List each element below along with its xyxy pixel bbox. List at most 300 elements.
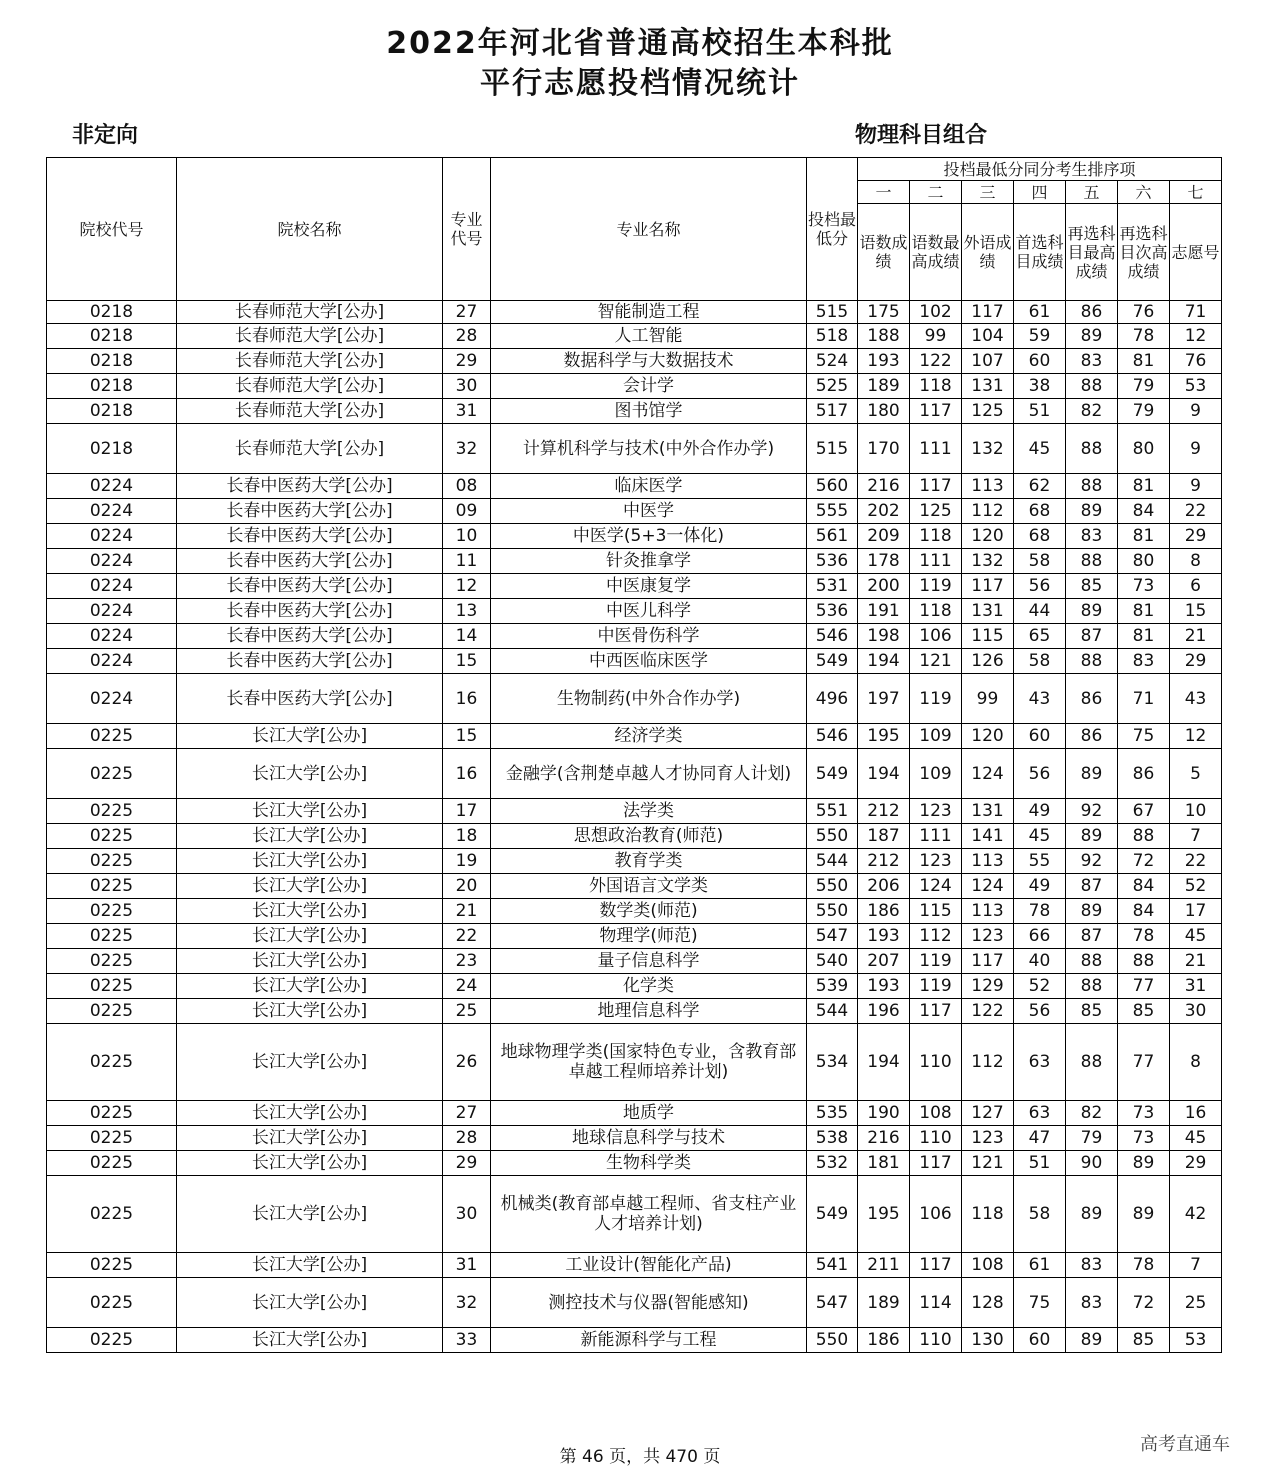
cell-score-first-subject: 49 (1014, 874, 1066, 899)
table-row (47, 524, 1222, 549)
cell-major-code: 32 (443, 1278, 491, 1328)
cell-score-yushu: 212 (858, 849, 910, 874)
cell-min-score: 547 (807, 924, 858, 949)
cell-score-second-next: 71 (1118, 674, 1170, 724)
cell-score-first-subject: 45 (1014, 424, 1066, 474)
table-row (47, 624, 1222, 649)
cell-score-second-max: 89 (1066, 599, 1118, 624)
cell-score-yushu-max: 115 (910, 899, 962, 924)
cell-score-second-next: 86 (1118, 749, 1170, 799)
cell-score-yushu: 195 (858, 724, 910, 749)
cell-score-second-max: 89 (1066, 499, 1118, 524)
cell-score-yushu-max: 119 (910, 949, 962, 974)
cell-score-second-next: 89 (1118, 1176, 1170, 1253)
cell-wish-number: 21 (1170, 624, 1222, 649)
cell-score-foreign: 122 (962, 999, 1014, 1024)
cell-min-score: 535 (807, 1101, 858, 1126)
cell-wish-number: 30 (1170, 999, 1222, 1024)
cell-wish-number: 22 (1170, 499, 1222, 524)
cell-score-second-max: 90 (1066, 1151, 1118, 1176)
cell-school-name: 长江大学[公办] (177, 924, 443, 949)
cell-score-first-subject: 75 (1014, 1278, 1066, 1328)
cell-wish-number: 6 (1170, 574, 1222, 599)
header-sub-3: 外语成绩 (962, 204, 1014, 301)
cell-min-score: 550 (807, 899, 858, 924)
cell-score-yushu: 187 (858, 824, 910, 849)
cell-score-yushu: 189 (858, 1278, 910, 1328)
cell-major-name: 地质学 (491, 1101, 807, 1126)
cell-score-first-subject: 78 (1014, 899, 1066, 924)
cell-score-yushu-max: 109 (910, 749, 962, 799)
cell-school-code: 0225 (47, 1328, 177, 1353)
cell-score-yushu-max: 111 (910, 424, 962, 474)
cell-school-name: 长江大学[公办] (177, 974, 443, 999)
cell-score-first-subject: 62 (1014, 474, 1066, 499)
cell-min-score: 531 (807, 574, 858, 599)
cell-major-code: 23 (443, 949, 491, 974)
cell-score-second-next: 84 (1118, 499, 1170, 524)
cell-score-yushu-max: 119 (910, 674, 962, 724)
cell-major-name: 人工智能 (491, 324, 807, 349)
cell-score-second-next: 83 (1118, 649, 1170, 674)
cell-school-code: 0225 (47, 899, 177, 924)
cell-wish-number: 71 (1170, 301, 1222, 324)
table-row (47, 999, 1222, 1024)
cell-school-name: 长江大学[公办] (177, 724, 443, 749)
cell-school-code: 0225 (47, 824, 177, 849)
cell-min-score: 550 (807, 1328, 858, 1353)
cell-school-code: 0225 (47, 1176, 177, 1253)
cell-wish-number: 45 (1170, 1126, 1222, 1151)
cell-score-yushu: 193 (858, 924, 910, 949)
cell-score-yushu: 209 (858, 524, 910, 549)
cell-wish-number: 7 (1170, 1253, 1222, 1278)
cell-score-second-max: 89 (1066, 324, 1118, 349)
cell-min-score: 538 (807, 1126, 858, 1151)
cell-score-first-subject: 51 (1014, 1151, 1066, 1176)
cell-school-name: 长春中医药大学[公办] (177, 524, 443, 549)
cell-score-foreign: 120 (962, 524, 1014, 549)
cell-min-score: 539 (807, 974, 858, 999)
cell-score-first-subject: 68 (1014, 524, 1066, 549)
cell-score-yushu-max: 110 (910, 1024, 962, 1101)
cell-major-name: 工业设计(智能化产品) (491, 1253, 807, 1278)
cell-score-yushu-max: 123 (910, 799, 962, 824)
cell-school-code: 0218 (47, 424, 177, 474)
cell-school-name: 长江大学[公办] (177, 1176, 443, 1253)
cell-min-score: 550 (807, 824, 858, 849)
cell-school-code: 0224 (47, 524, 177, 549)
table-row (47, 349, 1222, 374)
table-row (47, 1253, 1222, 1278)
cell-school-code: 0225 (47, 949, 177, 974)
cell-min-score: 540 (807, 949, 858, 974)
cell-score-foreign: 131 (962, 374, 1014, 399)
table-row (47, 949, 1222, 974)
cell-major-code: 15 (443, 724, 491, 749)
cell-score-second-max: 89 (1066, 749, 1118, 799)
cell-school-code: 0225 (47, 1126, 177, 1151)
cell-school-name: 长江大学[公办] (177, 999, 443, 1024)
cell-score-first-subject: 43 (1014, 674, 1066, 724)
cell-score-first-subject: 51 (1014, 399, 1066, 424)
table-row (47, 399, 1222, 424)
table-row (47, 1328, 1222, 1353)
cell-score-second-next: 84 (1118, 899, 1170, 924)
cell-score-second-max: 86 (1066, 674, 1118, 724)
cell-score-foreign: 132 (962, 424, 1014, 474)
cell-score-second-max: 89 (1066, 899, 1118, 924)
table-row (47, 1101, 1222, 1126)
cell-min-score: 524 (807, 349, 858, 374)
cell-score-first-subject: 58 (1014, 649, 1066, 674)
cell-school-code: 0225 (47, 799, 177, 824)
cell-major-code: 30 (443, 374, 491, 399)
cell-score-foreign: 115 (962, 624, 1014, 649)
cell-major-name: 金融学(含荆楚卓越人才协同育人计划) (491, 749, 807, 799)
cell-min-score: 561 (807, 524, 858, 549)
cell-score-second-next: 81 (1118, 624, 1170, 649)
cell-school-code: 0225 (47, 724, 177, 749)
cell-score-yushu: 188 (858, 324, 910, 349)
cell-min-score: 536 (807, 599, 858, 624)
cell-school-code: 0224 (47, 599, 177, 624)
table-row (47, 724, 1222, 749)
cell-score-foreign: 124 (962, 874, 1014, 899)
table-row (47, 974, 1222, 999)
cell-major-code: 24 (443, 974, 491, 999)
subtitle-right: 物理科目组合 (855, 123, 988, 148)
cell-score-first-subject: 56 (1014, 574, 1066, 599)
cell-major-code: 28 (443, 324, 491, 349)
cell-major-name: 中医骨伤科学 (491, 624, 807, 649)
cell-school-code: 0225 (47, 1278, 177, 1328)
cell-score-foreign: 112 (962, 499, 1014, 524)
cell-min-score: 549 (807, 1176, 858, 1253)
cell-school-code: 0225 (47, 849, 177, 874)
header-ord-3: 三 (962, 181, 1014, 204)
page-title-line2: 平行志愿投档情况统计 (480, 66, 800, 101)
cell-score-yushu: 189 (858, 374, 910, 399)
cell-score-yushu: 216 (858, 1126, 910, 1151)
cell-wish-number: 16 (1170, 1101, 1222, 1126)
cell-school-code: 0225 (47, 974, 177, 999)
cell-score-second-next: 79 (1118, 399, 1170, 424)
cell-major-code: 31 (443, 399, 491, 424)
cell-min-score: 546 (807, 624, 858, 649)
cell-major-code: 12 (443, 574, 491, 599)
cell-wish-number: 25 (1170, 1278, 1222, 1328)
cell-score-yushu-max: 106 (910, 1176, 962, 1253)
cell-score-first-subject: 58 (1014, 1176, 1066, 1253)
cell-score-second-max: 92 (1066, 849, 1118, 874)
cell-score-second-next: 78 (1118, 1253, 1170, 1278)
cell-major-code: 29 (443, 349, 491, 374)
cell-school-code: 0218 (47, 324, 177, 349)
cell-score-yushu: 180 (858, 399, 910, 424)
cell-score-second-max: 89 (1066, 1328, 1118, 1353)
cell-score-yushu: 207 (858, 949, 910, 974)
cell-major-name: 地球信息科学与技术 (491, 1126, 807, 1151)
cell-school-code: 0225 (47, 749, 177, 799)
cell-score-second-next: 73 (1118, 1126, 1170, 1151)
cell-score-yushu: 178 (858, 549, 910, 574)
cell-school-name: 长江大学[公办] (177, 1024, 443, 1101)
table-row (47, 599, 1222, 624)
cell-score-foreign: 123 (962, 1126, 1014, 1151)
cell-score-first-subject: 65 (1014, 624, 1066, 649)
header-ord-6: 六 (1118, 181, 1170, 204)
table-row (47, 824, 1222, 849)
cell-school-code: 0218 (47, 349, 177, 374)
cell-score-second-next: 77 (1118, 974, 1170, 999)
cell-score-yushu: 190 (858, 1101, 910, 1126)
cell-score-yushu-max: 102 (910, 301, 962, 324)
cell-school-code: 0224 (47, 474, 177, 499)
cell-score-second-max: 83 (1066, 1278, 1118, 1328)
header-sub-1: 语数成绩 (858, 204, 910, 301)
cell-school-name: 长春中医药大学[公办] (177, 674, 443, 724)
cell-major-code: 21 (443, 899, 491, 924)
cell-major-code: 11 (443, 549, 491, 574)
cell-min-score: 515 (807, 301, 858, 324)
cell-major-code: 14 (443, 624, 491, 649)
cell-major-code: 32 (443, 424, 491, 474)
header-school-name: 院校名称 (177, 158, 443, 301)
cell-major-code: 08 (443, 474, 491, 499)
cell-wish-number: 22 (1170, 849, 1222, 874)
cell-score-second-max: 83 (1066, 349, 1118, 374)
cell-school-name: 长江大学[公办] (177, 799, 443, 824)
table-row (47, 874, 1222, 899)
cell-score-first-subject: 61 (1014, 301, 1066, 324)
cell-school-code: 0224 (47, 674, 177, 724)
cell-major-name: 新能源科学与工程 (491, 1328, 807, 1353)
cell-min-score: 517 (807, 399, 858, 424)
cell-score-foreign: 99 (962, 674, 1014, 724)
cell-score-first-subject: 60 (1014, 1328, 1066, 1353)
cell-score-yushu-max: 110 (910, 1126, 962, 1151)
cell-min-score: 546 (807, 724, 858, 749)
cell-score-foreign: 118 (962, 1176, 1014, 1253)
cell-school-code: 0218 (47, 374, 177, 399)
cell-major-name: 中医儿科学 (491, 599, 807, 624)
cell-score-yushu-max: 99 (910, 324, 962, 349)
cell-score-second-max: 88 (1066, 374, 1118, 399)
cell-score-second-next: 77 (1118, 1024, 1170, 1101)
cell-school-code: 0225 (47, 1253, 177, 1278)
cell-wish-number: 52 (1170, 874, 1222, 899)
cell-score-second-max: 89 (1066, 824, 1118, 849)
cell-score-foreign: 117 (962, 949, 1014, 974)
cell-min-score: 532 (807, 1151, 858, 1176)
cell-major-name: 地理信息科学 (491, 999, 807, 1024)
cell-score-foreign: 141 (962, 824, 1014, 849)
table-row (47, 1126, 1222, 1151)
cell-school-name: 长江大学[公办] (177, 1278, 443, 1328)
cell-wish-number: 7 (1170, 824, 1222, 849)
cell-major-name: 法学类 (491, 799, 807, 824)
page-footer: 第 46 页，共 470 页 (559, 1447, 721, 1467)
cell-school-name: 长春中医药大学[公办] (177, 549, 443, 574)
cell-score-foreign: 126 (962, 649, 1014, 674)
cell-score-yushu: 211 (858, 1253, 910, 1278)
cell-school-name: 长江大学[公办] (177, 874, 443, 899)
cell-score-yushu: 170 (858, 424, 910, 474)
table-row (47, 849, 1222, 874)
cell-score-second-next: 85 (1118, 1328, 1170, 1353)
table-row (47, 499, 1222, 524)
cell-wish-number: 17 (1170, 899, 1222, 924)
cell-school-code: 0225 (47, 874, 177, 899)
cell-score-second-next: 81 (1118, 474, 1170, 499)
cell-school-code: 0225 (47, 999, 177, 1024)
cell-score-yushu-max: 119 (910, 974, 962, 999)
cell-major-name: 临床医学 (491, 474, 807, 499)
cell-wish-number: 45 (1170, 924, 1222, 949)
cell-score-yushu: 198 (858, 624, 910, 649)
cell-score-second-next: 73 (1118, 574, 1170, 599)
cell-score-second-max: 85 (1066, 999, 1118, 1024)
cell-min-score: 551 (807, 799, 858, 824)
cell-major-name: 教育学类 (491, 849, 807, 874)
cell-major-name: 针灸推拿学 (491, 549, 807, 574)
cell-major-code: 09 (443, 499, 491, 524)
cell-major-code: 19 (443, 849, 491, 874)
cell-school-name: 长春师范大学[公办] (177, 399, 443, 424)
cell-score-second-max: 83 (1066, 524, 1118, 549)
watermark: 高考直通车 (1140, 1434, 1230, 1455)
cell-major-code: 27 (443, 1101, 491, 1126)
cell-score-yushu: 193 (858, 974, 910, 999)
cell-min-score: 518 (807, 324, 858, 349)
cell-score-second-max: 86 (1066, 301, 1118, 324)
cell-school-code: 0225 (47, 1151, 177, 1176)
cell-score-foreign: 130 (962, 1328, 1014, 1353)
cell-score-yushu-max: 124 (910, 874, 962, 899)
cell-score-yushu-max: 114 (910, 1278, 962, 1328)
cell-wish-number: 8 (1170, 549, 1222, 574)
cell-wish-number: 12 (1170, 724, 1222, 749)
cell-major-name: 机械类(教育部卓越工程师、省支柱产业人才培养计划) (491, 1176, 807, 1253)
cell-score-second-max: 85 (1066, 574, 1118, 599)
cell-school-name: 长春中医药大学[公办] (177, 474, 443, 499)
cell-school-code: 0218 (47, 399, 177, 424)
cell-score-yushu-max: 119 (910, 574, 962, 599)
cell-school-code: 0224 (47, 549, 177, 574)
cell-score-second-next: 79 (1118, 374, 1170, 399)
cell-score-second-next: 80 (1118, 424, 1170, 474)
header-ord-5: 五 (1066, 181, 1118, 204)
cell-major-name: 计算机科学与技术(中外合作办学) (491, 424, 807, 474)
cell-score-foreign: 104 (962, 324, 1014, 349)
header-ord-4: 四 (1014, 181, 1066, 204)
cell-score-foreign: 108 (962, 1253, 1014, 1278)
cell-score-foreign: 113 (962, 899, 1014, 924)
cell-major-name: 经济学类 (491, 724, 807, 749)
cell-school-name: 长江大学[公办] (177, 1328, 443, 1353)
cell-major-name: 思想政治教育(师范) (491, 824, 807, 849)
cell-score-foreign: 131 (962, 799, 1014, 824)
cell-school-name: 长春师范大学[公办] (177, 374, 443, 399)
cell-score-first-subject: 56 (1014, 999, 1066, 1024)
cell-school-name: 长春中医药大学[公办] (177, 624, 443, 649)
cell-score-first-subject: 63 (1014, 1024, 1066, 1101)
header-ord-2: 二 (910, 181, 962, 204)
cell-score-yushu-max: 123 (910, 849, 962, 874)
cell-score-first-subject: 63 (1014, 1101, 1066, 1126)
header-major-code: 专业代号 (443, 158, 491, 301)
cell-score-second-max: 83 (1066, 1253, 1118, 1278)
header-sub-7: 志愿号 (1170, 204, 1222, 301)
cell-min-score: 560 (807, 474, 858, 499)
header-sub-4: 首选科目成绩 (1014, 204, 1066, 301)
cell-school-name: 长春中医药大学[公办] (177, 649, 443, 674)
cell-major-code: 16 (443, 674, 491, 724)
cell-score-second-next: 78 (1118, 324, 1170, 349)
header-sub-5: 再选科目最高成绩 (1066, 204, 1118, 301)
cell-score-yushu-max: 108 (910, 1101, 962, 1126)
cell-score-yushu: 186 (858, 1328, 910, 1353)
cell-score-first-subject: 61 (1014, 1253, 1066, 1278)
cell-major-code: 31 (443, 1253, 491, 1278)
header-school-code: 院校代号 (47, 158, 177, 301)
cell-score-first-subject: 68 (1014, 499, 1066, 524)
cell-major-code: 18 (443, 824, 491, 849)
cell-score-yushu-max: 112 (910, 924, 962, 949)
cell-score-yushu-max: 117 (910, 399, 962, 424)
cell-major-name: 中医康复学 (491, 574, 807, 599)
cell-school-code: 0225 (47, 924, 177, 949)
header-ord-7: 七 (1170, 181, 1222, 204)
table-row (47, 799, 1222, 824)
cell-score-yushu-max: 111 (910, 549, 962, 574)
cell-major-name: 中医学(5+3一体化) (491, 524, 807, 549)
cell-school-name: 长春中医药大学[公办] (177, 574, 443, 599)
cell-major-code: 17 (443, 799, 491, 824)
cell-major-code: 20 (443, 874, 491, 899)
cell-score-yushu-max: 118 (910, 524, 962, 549)
table-row (47, 549, 1222, 574)
table-row (47, 674, 1222, 724)
cell-score-second-max: 88 (1066, 949, 1118, 974)
cell-major-code: 10 (443, 524, 491, 549)
table-row (47, 1151, 1222, 1176)
cell-score-first-subject: 55 (1014, 849, 1066, 874)
cell-score-yushu-max: 109 (910, 724, 962, 749)
page-title-line1: 2022年河北省普通高校招生本科批 (386, 26, 894, 61)
cell-major-name: 生物科学类 (491, 1151, 807, 1176)
cell-score-second-next: 85 (1118, 999, 1170, 1024)
cell-wish-number: 12 (1170, 324, 1222, 349)
cell-score-yushu: 212 (858, 799, 910, 824)
cell-major-name: 物理学(师范) (491, 924, 807, 949)
table-row (47, 924, 1222, 949)
cell-score-yushu-max: 117 (910, 1253, 962, 1278)
cell-score-first-subject: 38 (1014, 374, 1066, 399)
cell-school-name: 长江大学[公办] (177, 1126, 443, 1151)
cell-min-score: 555 (807, 499, 858, 524)
cell-score-yushu-max: 111 (910, 824, 962, 849)
cell-major-name: 外国语言文学类 (491, 874, 807, 899)
cell-major-name: 地球物理学类(国家特色专业，含教育部卓越工程师培养计划) (491, 1024, 807, 1101)
cell-score-second-max: 88 (1066, 1024, 1118, 1101)
cell-score-yushu-max: 122 (910, 349, 962, 374)
cell-score-yushu-max: 106 (910, 624, 962, 649)
cell-wish-number: 29 (1170, 524, 1222, 549)
cell-score-yushu: 175 (858, 301, 910, 324)
cell-school-name: 长江大学[公办] (177, 899, 443, 924)
